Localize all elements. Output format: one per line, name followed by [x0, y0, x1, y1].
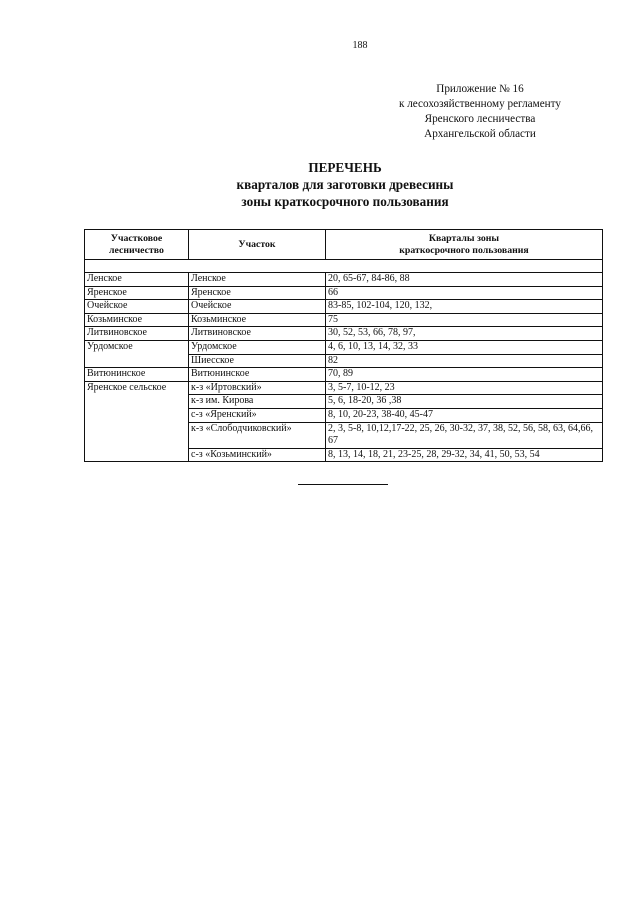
cell-quarters: 30, 52, 53, 66, 78, 97, [326, 327, 603, 341]
cell-plot: к-з им. Кирова [189, 395, 326, 409]
cell-forestry: Яренское [85, 286, 189, 300]
document-title [150, 159, 540, 210]
header-text: Кварталы зоны [428, 232, 500, 244]
table-row [85, 340, 603, 354]
cell-quarters: 8, 13, 14, 18, 21, 23-25, 28, 29-32, 34, 41, 50, 53, 54 [326, 448, 603, 462]
cell-plot: Шиесское [189, 354, 326, 368]
title-line: зоны краткосрочного пользования [241, 194, 449, 209]
cell-plot: к-з «Иртовский» [189, 381, 326, 395]
spacer-row [85, 260, 603, 273]
cell-plot: Литвиновское [189, 327, 326, 341]
table-row [85, 300, 603, 314]
appendix-line: Яренского лесничества [424, 113, 536, 125]
cell-plot: к-з «Слободчиковский» [189, 422, 326, 448]
cell-plot: Очейское [189, 300, 326, 314]
header-text: Участковое [110, 232, 163, 244]
appendix-line: Архангельской области [424, 128, 536, 140]
cell-quarters: 8, 10, 20-23, 38-40, 45-47 [326, 408, 603, 422]
cell-forestry: Литвиновское [85, 327, 189, 341]
cell-forestry: Ленское [85, 273, 189, 287]
appendix-line: к лесохозяйственному регламенту [398, 98, 561, 110]
title-line: кварталов для заготовки древесины [236, 177, 454, 192]
cell-plot: Яренское [189, 286, 326, 300]
cell-quarters: 5, 6, 18-20, 36 ,38 [326, 395, 603, 409]
table-row [85, 381, 603, 395]
cell-forestry: Яренское сельское [85, 381, 189, 462]
spacer-cell [85, 260, 603, 273]
cell-forestry: Витюнинское [85, 368, 189, 382]
table-header-row [85, 230, 603, 260]
cell-plot: с-з «Яренский» [189, 408, 326, 422]
cell-quarters: 20, 65-67, 84-86, 88 [326, 273, 603, 287]
cell-forestry: Очейское [85, 300, 189, 314]
header-text: лесничество [109, 244, 164, 256]
cell-plot: Козьминское [189, 313, 326, 327]
header-forestry [85, 230, 189, 260]
cell-quarters: 2, 3, 5-8, 10,12,17-22, 25, 26, 30-32, 37, 38, 52, 56, 58, 63, 64,66, 67 [326, 422, 603, 448]
cell-quarters: 83-85, 102-104, 120, 132, [326, 300, 603, 314]
header-quarters [326, 230, 603, 260]
cell-quarters: 66 [326, 286, 603, 300]
end-rule [298, 484, 388, 485]
cell-quarters: 75 [326, 313, 603, 327]
cell-quarters: 82 [326, 354, 603, 368]
table-row [85, 327, 603, 341]
header-text: краткосрочного пользования [399, 244, 529, 256]
cell-quarters: 70, 89 [326, 368, 603, 382]
appendix-line: Приложение № 16 [436, 83, 524, 95]
cell-forestry: Урдомское [85, 340, 189, 367]
cell-plot: Урдомское [189, 340, 326, 354]
table-row [85, 273, 603, 287]
table-row [85, 313, 603, 327]
table-row [85, 368, 603, 382]
title-line: ПЕРЕЧЕНЬ [308, 160, 382, 175]
header-plot: Участок [189, 230, 326, 260]
cell-plot: Витюнинское [189, 368, 326, 382]
cell-forestry: Козьминское [85, 313, 189, 327]
cell-quarters: 3, 5-7, 10-12, 23 [326, 381, 603, 395]
cell-plot: Ленское [189, 273, 326, 287]
table-body [85, 260, 603, 462]
appendix-note [380, 82, 580, 142]
page-number: 188 [352, 40, 368, 51]
cell-plot: с-з «Козьминский» [189, 448, 326, 462]
table-row [85, 286, 603, 300]
cell-quarters: 4, 6, 10, 13, 14, 32, 33 [326, 340, 603, 354]
quarters-table [84, 229, 603, 462]
